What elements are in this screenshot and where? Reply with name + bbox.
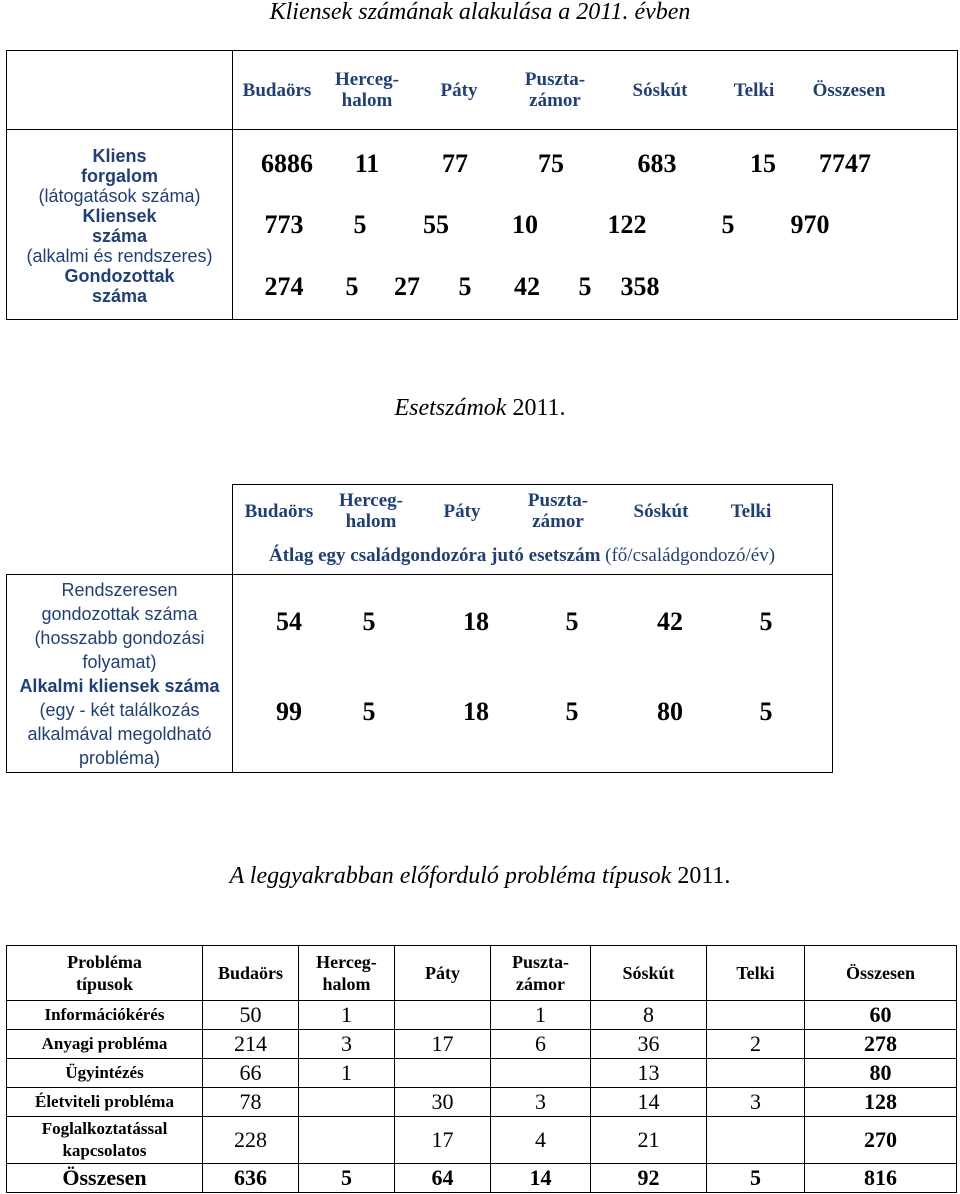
problem-types-table: [6, 945, 957, 1193]
header-paty: Páty: [443, 500, 481, 522]
table2-header-block: [233, 485, 833, 575]
cell: 6: [491, 1030, 591, 1059]
cell: [299, 1088, 395, 1117]
header-telki: Telki: [730, 500, 772, 522]
header-osszesen: Összesen: [805, 946, 957, 1001]
cell: 5: [299, 1164, 395, 1193]
cell: 214: [203, 1030, 299, 1059]
table1-header-row: [233, 51, 958, 130]
header-telki: Telki: [707, 946, 805, 1001]
table1-title: Kliensek számának alakulása a 2011. évben: [269, 0, 691, 25]
header-herceghalom: Herceg- halom: [335, 69, 399, 111]
table3-title: A leggyakrabban előforduló probléma típusok 2011.: [229, 863, 731, 889]
table-row: [7, 1030, 957, 1059]
header-soskut: Sóskút: [633, 500, 689, 522]
cell-total: 278: [805, 1030, 957, 1059]
header-pusztazamor: Puszta- zámor: [524, 69, 586, 111]
header-osszesen: Összesen: [812, 79, 886, 101]
cell: [491, 1059, 591, 1088]
cell: 14: [591, 1088, 707, 1117]
cell-total: 816: [805, 1164, 957, 1193]
cell: 2: [707, 1030, 805, 1059]
cell: 50: [203, 1001, 299, 1030]
header-herceghalom: Herceg- halom: [339, 490, 403, 532]
header-budaors: Budaörs: [244, 500, 314, 522]
table-row: [7, 1117, 957, 1164]
cell: 4: [491, 1117, 591, 1164]
header-pusztazamor: Puszta- zámor: [527, 490, 589, 532]
header-paty: Páty: [395, 946, 491, 1001]
header-budaors: Budaörs: [242, 79, 312, 101]
cell: 17: [395, 1117, 491, 1164]
case-count-table: [6, 484, 833, 773]
row-label: Foglalkoztatással kapcsolatos: [7, 1117, 203, 1164]
cell: 21: [591, 1117, 707, 1164]
table2-row-occasional: 99 5 18 5 80 5: [276, 697, 773, 726]
header-budaors: Budaörs: [203, 946, 299, 1001]
table1-row-cared: 274 5 27 5 42 5 358: [264, 272, 660, 301]
cell: 3: [491, 1088, 591, 1117]
table2-data-block: [233, 575, 833, 773]
table-row-total: [7, 1164, 957, 1193]
header-problem-types: Probléma típusok: [7, 946, 203, 1001]
cell: [299, 1117, 395, 1164]
cell: 5: [707, 1164, 805, 1193]
cell: [707, 1001, 805, 1030]
table2-row-regular: 54 5 18 5 42 5: [276, 607, 773, 636]
cell: 1: [299, 1059, 395, 1088]
table2-title: Esetszámok 2011.: [394, 395, 566, 421]
cell: 1: [299, 1001, 395, 1030]
cell: 636: [203, 1164, 299, 1193]
cell: 36: [591, 1030, 707, 1059]
cell: 3: [707, 1088, 805, 1117]
table1-row-clients: 773 5 55 10 122 5 970: [264, 210, 830, 239]
row-label: Összesen: [7, 1164, 203, 1193]
header-soskut: Sóskút: [591, 946, 707, 1001]
cell: 228: [203, 1117, 299, 1164]
header-telki: Telki: [733, 79, 775, 101]
cell: 78: [203, 1088, 299, 1117]
header-pusztazamor: Puszta- zámor: [491, 946, 591, 1001]
cell: 66: [203, 1059, 299, 1088]
header-paty: Páty: [440, 79, 478, 101]
table1-corner-cell: [7, 51, 233, 130]
table2-subheader: Átlag egy családgondozóra jutó esetszám (fő/családgondozó/év): [269, 545, 776, 566]
table1-data-block: [233, 130, 958, 320]
table-row: [7, 1088, 957, 1117]
cell: 13: [591, 1059, 707, 1088]
cell: 30: [395, 1088, 491, 1117]
cell: [395, 1059, 491, 1088]
header-soskut: Sóskút: [632, 79, 688, 101]
row-label: Ügyintézés: [7, 1059, 203, 1088]
cell: [707, 1059, 805, 1088]
cell: 64: [395, 1164, 491, 1193]
client-count-table: [6, 50, 958, 320]
table1-row-client-traffic: 6886 11 77 75 683 15 7747: [261, 149, 871, 178]
cell: [707, 1117, 805, 1164]
table2-corner-cell: [7, 485, 233, 575]
table2-row-labels: Rendszeresen gondozottak száma (hosszabb gondozási folyamat) Alkalmi kliensek száma (egy - két találkozás alkalmával megoldható probléma): [7, 575, 233, 773]
cell: 92: [591, 1164, 707, 1193]
cell-total: 270: [805, 1117, 957, 1164]
table-row: [7, 1001, 957, 1030]
cell: 17: [395, 1030, 491, 1059]
cell: 14: [491, 1164, 591, 1193]
cell: 1: [491, 1001, 591, 1030]
row-label: Anyagi probléma: [7, 1030, 203, 1059]
table-row: [7, 1059, 957, 1088]
row-label: Életviteli probléma: [7, 1088, 203, 1117]
cell: 3: [299, 1030, 395, 1059]
table1-row-labels: Kliens forgalom (látogatások száma) Kliensek száma (alkalmi és rendszeres) Gondozottak száma: [7, 130, 233, 320]
row-label: Információkérés: [7, 1001, 203, 1030]
cell: 8: [591, 1001, 707, 1030]
cell: [395, 1001, 491, 1030]
cell-total: 80: [805, 1059, 957, 1088]
cell-total: 128: [805, 1088, 957, 1117]
cell-total: 60: [805, 1001, 957, 1030]
header-herceghalom: Herceg- halom: [299, 946, 395, 1001]
